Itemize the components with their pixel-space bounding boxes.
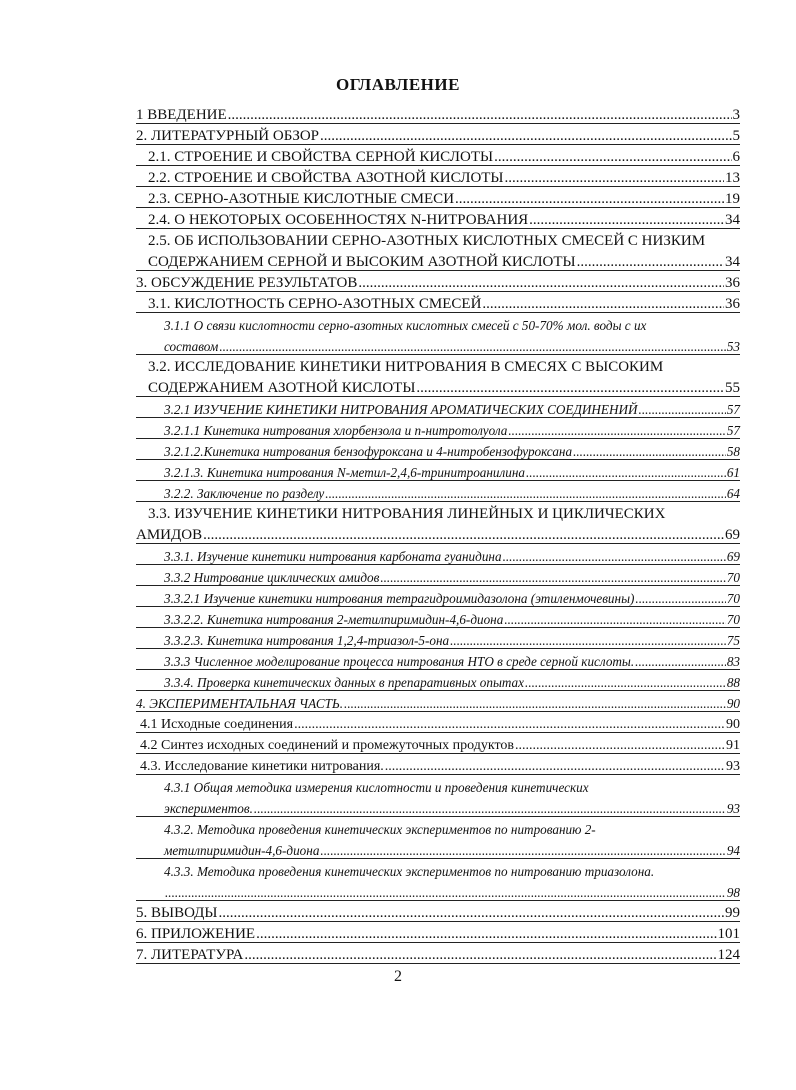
toc-entry[interactable]: 3.3.3 Численное моделирование процесса нитрования НТО в среде серной кислоты. ..... 83 — [136, 649, 740, 670]
toc-entry[interactable]: 2.3. СЕРНО-АЗОТНЫЕ КИСЛОТНЫЕ СМЕСИ ..... 19 — [136, 187, 740, 208]
toc-entry[interactable]: 4.3.2. Методика проведения кинетических экспериментов по нитрованию 2- — [164, 822, 596, 837]
toc-entry[interactable]: 3.1. КИСЛОТНОСТЬ СЕРНО-АЗОТНЫХ СМЕСЕЙ ..... 36 — [136, 292, 740, 313]
table-of-contents — [136, 103, 740, 964]
toc-entry[interactable]: 3.3.2.3. Кинетика нитрования 1,2,4-триазол-5-она ..... 75 — [136, 628, 740, 649]
toc-entry[interactable]: 4.3.3. Методика проведения кинетических экспериментов по нитрованию триазолона. — [164, 864, 655, 879]
toc-entry[interactable]: 4.3.1 Общая методика измерения кислотности и проведения кинетических — [164, 780, 589, 795]
toc-entry[interactable]: 5. ВЫВОДЫ ..... 99 — [136, 901, 740, 922]
toc-entry[interactable]: СОДЕРЖАНИЕМ СЕРНОЙ И ВЫСОКИМ АЗОТНОЙ КИСЛОТЫ ..... 34 — [136, 250, 740, 271]
toc-entry[interactable]: 3.2. ИССЛЕДОВАНИЕ КИНЕТИКИ НИТРОВАНИЯ В СМЕСЯХ С ВЫСОКИМ — [148, 359, 664, 375]
toc-entry[interactable]: 4.3. Исследование кинетики нитрования. ..... 93 — [136, 754, 740, 775]
page-number: 2 — [394, 968, 402, 985]
toc-entry[interactable]: 4. ЭКСПЕРИМЕНТАЛЬНАЯ ЧАСТЬ. ..... 90 — [136, 691, 740, 712]
toc-entry[interactable]: 6. ПРИЛОЖЕНИЕ ..... 101 — [136, 922, 740, 943]
toc-entry[interactable]: 2.4. О НЕКОТОРЫХ ОСОБЕННОСТЯХ N-НИТРОВАНИЯ ..... 34 — [136, 208, 740, 229]
toc-entry[interactable]: 3.3.2.2. Кинетика нитрования 2-метилпиримидин-4,6-диона ..... 70 — [136, 607, 740, 628]
toc-entry[interactable]: 3.2.1 ИЗУЧЕНИЕ КИНЕТИКИ НИТРОВАНИЯ АРОМАТИЧЕСКИХ СОЕДИНЕНИЙ ..... 57 — [136, 397, 740, 418]
toc-entry[interactable]: 7. ЛИТЕРАТУРА ..... 124 — [136, 943, 740, 964]
toc-entry[interactable]: 3. ОБСУЖДЕНИЕ РЕЗУЛЬТАТОВ ..... 36 — [136, 271, 740, 292]
toc-entry[interactable]: ..... 98 — [136, 880, 740, 901]
toc-entry[interactable]: 3.3.1. Изучение кинетики нитрования карбоната гуанидина ..... 69 — [136, 544, 740, 565]
toc-entry[interactable]: АМИДОВ ..... 69 — [136, 523, 740, 544]
toc-entry[interactable]: 3.2.2. Заключение по разделу ..... 64 — [136, 481, 740, 502]
toc-entry[interactable]: составом ..... 53 — [136, 334, 740, 355]
toc-entry[interactable]: 2.1. СТРОЕНИЕ И СВОЙСТВА СЕРНОЙ КИСЛОТЫ ..... 6 — [136, 145, 740, 166]
toc-entry[interactable]: 4.1 Исходные соединения ..... 90 — [136, 712, 740, 733]
toc-entry[interactable]: 3.3.2 Нитрование циклических амидов ..... 70 — [136, 565, 740, 586]
toc-entry[interactable]: 3.2.1.1 Кинетика нитрования хлорбензола и п-нитротолуола ..... 57 — [136, 418, 740, 439]
toc-entry[interactable]: 3.2.1.3. Кинетика нитрования N-метил-2,4,6-тринитроанилина ..... 61 — [136, 460, 740, 481]
page-title: ОГЛАВЛЕНИЕ — [336, 75, 460, 94]
toc-entry[interactable]: 3.3. ИЗУЧЕНИЕ КИНЕТИКИ НИТРОВАНИЯ ЛИНЕЙНЫХ И ЦИКЛИЧЕСКИХ — [148, 506, 666, 522]
toc-entry[interactable]: 3.1.1 О связи кислотности серно-азотных кислотных смесей с 50-70% мол. воды с их — [164, 318, 647, 333]
toc-entry[interactable]: экспериментов. ..... 93 — [136, 796, 740, 817]
toc-entry[interactable]: 2. ЛИТЕРАТУРНЫЙ ОБЗОР ..... 5 — [136, 124, 740, 145]
toc-entry[interactable]: 2.2. СТРОЕНИЕ И СВОЙСТВА АЗОТНОЙ КИСЛОТЫ ..... 13 — [136, 166, 740, 187]
toc-entry[interactable]: 1 ВВЕДЕНИЕ ..... 3 — [136, 103, 740, 124]
toc-entry[interactable]: метилпиримидин-4,6-диона ..... 94 — [136, 838, 740, 859]
toc-entry[interactable]: СОДЕРЖАНИЕМ АЗОТНОЙ КИСЛОТЫ ..... 55 — [136, 376, 740, 397]
toc-entry[interactable]: 2.5. ОБ ИСПОЛЬЗОВАНИИ СЕРНО-АЗОТНЫХ КИСЛОТНЫХ СМЕСЕЙ С НИЗКИМ — [148, 233, 706, 249]
toc-entry[interactable]: 3.2.1.2.Кинетика нитрования бензофуроксана и 4-нитробензофуроксана ..... 58 — [136, 439, 740, 460]
toc-entry[interactable]: 4.2 Синтез исходных соединений и промежуточных продуктов ..... 91 — [136, 733, 740, 754]
toc-entry[interactable]: 3.3.2.1 Изучение кинетики нитрования тетрагидроимидазолона (этиленмочевины) ..... 70 — [136, 586, 740, 607]
toc-entry[interactable]: 3.3.4. Проверка кинетических данных в препаративных опытах ..... 88 — [136, 670, 740, 691]
